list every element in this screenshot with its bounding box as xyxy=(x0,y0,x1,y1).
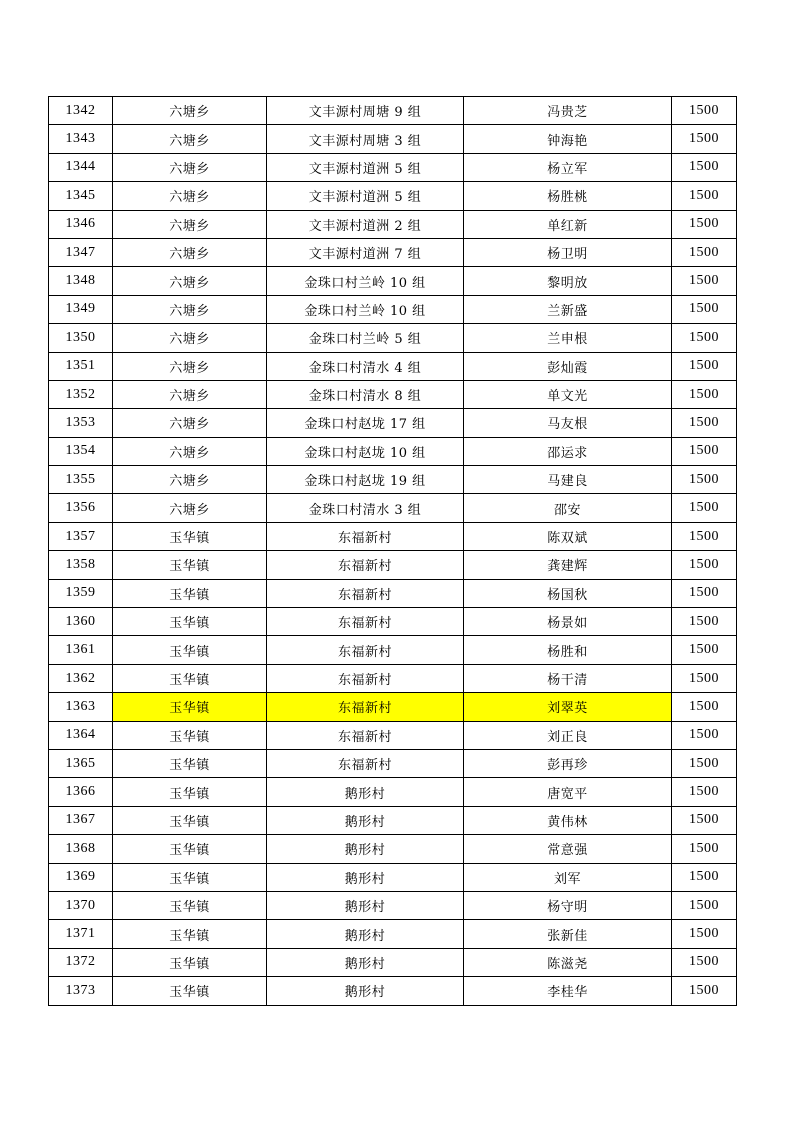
row-number-cell: 1342 xyxy=(49,97,113,125)
row-number-cell: 1350 xyxy=(49,324,113,352)
township-cell: 玉华镇 xyxy=(113,948,267,976)
amount-cell: 1500 xyxy=(672,125,737,153)
amount-cell: 1500 xyxy=(672,352,737,380)
township-cell: 六塘乡 xyxy=(113,295,267,323)
township-cell: 玉华镇 xyxy=(113,920,267,948)
person-name-cell: 黎明放 xyxy=(464,267,672,295)
amount-cell: 1500 xyxy=(672,863,737,891)
table-row xyxy=(49,409,737,437)
village-cell: 鹅形村 xyxy=(267,863,464,891)
village-cell: 东福新村 xyxy=(267,749,464,777)
township-cell: 六塘乡 xyxy=(113,380,267,408)
table-row xyxy=(49,324,737,352)
row-number-cell: 1367 xyxy=(49,806,113,834)
row-number-cell: 1369 xyxy=(49,863,113,891)
township-cell: 六塘乡 xyxy=(113,409,267,437)
village-cell: 文丰源村周塘 9 组 xyxy=(267,97,464,125)
village-cell: 文丰源村道洲 5 组 xyxy=(267,153,464,181)
row-number-cell: 1343 xyxy=(49,125,113,153)
township-cell: 六塘乡 xyxy=(113,466,267,494)
row-number-cell: 1348 xyxy=(49,267,113,295)
amount-cell: 1500 xyxy=(672,466,737,494)
village-cell: 鹅形村 xyxy=(267,948,464,976)
person-name-cell: 李桂华 xyxy=(464,977,672,1005)
village-cell: 东福新村 xyxy=(267,636,464,664)
table-row xyxy=(49,153,737,181)
row-number-cell: 1363 xyxy=(49,693,113,721)
table-row xyxy=(49,721,737,749)
township-cell: 六塘乡 xyxy=(113,125,267,153)
person-name-cell: 杨立军 xyxy=(464,153,672,181)
village-cell: 金珠口村清水 4 组 xyxy=(267,352,464,380)
village-cell: 文丰源村道洲 2 组 xyxy=(267,210,464,238)
township-cell: 六塘乡 xyxy=(113,494,267,522)
village-cell: 东福新村 xyxy=(267,522,464,550)
table-row xyxy=(49,522,737,550)
amount-cell: 1500 xyxy=(672,97,737,125)
village-cell: 金珠口村兰岭 5 组 xyxy=(267,324,464,352)
person-name-cell: 陈双斌 xyxy=(464,522,672,550)
village-cell: 金珠口村兰岭 10 组 xyxy=(267,295,464,323)
row-number-cell: 1351 xyxy=(49,352,113,380)
village-cell: 文丰源村道洲 7 组 xyxy=(267,238,464,266)
row-number-cell: 1347 xyxy=(49,238,113,266)
township-cell: 玉华镇 xyxy=(113,806,267,834)
table-row xyxy=(49,608,737,636)
township-cell: 六塘乡 xyxy=(113,267,267,295)
row-number-cell: 1368 xyxy=(49,835,113,863)
row-number-cell: 1364 xyxy=(49,721,113,749)
village-cell: 东福新村 xyxy=(267,551,464,579)
amount-cell: 1500 xyxy=(672,494,737,522)
person-name-cell: 单红新 xyxy=(464,210,672,238)
village-cell: 鹅形村 xyxy=(267,977,464,1005)
amount-cell: 1500 xyxy=(672,182,737,210)
village-cell: 东福新村 xyxy=(267,608,464,636)
table-row xyxy=(49,778,737,806)
village-cell: 鹅形村 xyxy=(267,920,464,948)
person-name-cell: 刘翠英 xyxy=(464,693,672,721)
table-row xyxy=(49,267,737,295)
amount-cell: 1500 xyxy=(672,778,737,806)
row-number-cell: 1344 xyxy=(49,153,113,181)
person-name-cell: 杨卫明 xyxy=(464,238,672,266)
amount-cell: 1500 xyxy=(672,551,737,579)
township-cell: 玉华镇 xyxy=(113,835,267,863)
amount-cell: 1500 xyxy=(672,324,737,352)
township-cell: 玉华镇 xyxy=(113,608,267,636)
table-row xyxy=(49,97,737,125)
table-row xyxy=(49,352,737,380)
row-number-cell: 1357 xyxy=(49,522,113,550)
township-cell: 玉华镇 xyxy=(113,522,267,550)
person-name-cell: 黄伟林 xyxy=(464,806,672,834)
village-cell: 东福新村 xyxy=(267,721,464,749)
person-name-cell: 杨胜和 xyxy=(464,636,672,664)
township-cell: 玉华镇 xyxy=(113,721,267,749)
table-row xyxy=(49,693,737,721)
table-row xyxy=(49,664,737,692)
roster-table-body xyxy=(49,97,737,1006)
township-cell: 六塘乡 xyxy=(113,97,267,125)
person-name-cell: 兰申根 xyxy=(464,324,672,352)
village-cell: 金珠口村赵垅 10 组 xyxy=(267,437,464,465)
township-cell: 六塘乡 xyxy=(113,210,267,238)
table-row xyxy=(49,437,737,465)
amount-cell: 1500 xyxy=(672,664,737,692)
amount-cell: 1500 xyxy=(672,835,737,863)
township-cell: 六塘乡 xyxy=(113,352,267,380)
row-number-cell: 1370 xyxy=(49,891,113,919)
township-cell: 六塘乡 xyxy=(113,182,267,210)
amount-cell: 1500 xyxy=(672,721,737,749)
row-number-cell: 1360 xyxy=(49,608,113,636)
amount-cell: 1500 xyxy=(672,693,737,721)
table-row xyxy=(49,551,737,579)
person-name-cell: 杨景如 xyxy=(464,608,672,636)
amount-cell: 1500 xyxy=(672,437,737,465)
amount-cell: 1500 xyxy=(672,579,737,607)
table-row xyxy=(49,295,737,323)
person-name-cell: 陈滋尧 xyxy=(464,948,672,976)
village-cell: 鹅形村 xyxy=(267,891,464,919)
table-row xyxy=(49,238,737,266)
table-row xyxy=(49,749,737,777)
amount-cell: 1500 xyxy=(672,608,737,636)
table-row xyxy=(49,891,737,919)
township-cell: 玉华镇 xyxy=(113,664,267,692)
table-row xyxy=(49,466,737,494)
village-cell: 鹅形村 xyxy=(267,806,464,834)
village-cell: 东福新村 xyxy=(267,693,464,721)
table-row xyxy=(49,835,737,863)
amount-cell: 1500 xyxy=(672,749,737,777)
village-cell: 文丰源村道洲 5 组 xyxy=(267,182,464,210)
person-name-cell: 彭再珍 xyxy=(464,749,672,777)
village-cell: 金珠口村清水 8 组 xyxy=(267,380,464,408)
row-number-cell: 1345 xyxy=(49,182,113,210)
amount-cell: 1500 xyxy=(672,891,737,919)
table-row xyxy=(49,125,737,153)
row-number-cell: 1346 xyxy=(49,210,113,238)
township-cell: 玉华镇 xyxy=(113,891,267,919)
village-cell: 东福新村 xyxy=(267,579,464,607)
amount-cell: 1500 xyxy=(672,522,737,550)
township-cell: 六塘乡 xyxy=(113,238,267,266)
amount-cell: 1500 xyxy=(672,636,737,664)
person-name-cell: 杨国秋 xyxy=(464,579,672,607)
amount-cell: 1500 xyxy=(672,210,737,238)
row-number-cell: 1355 xyxy=(49,466,113,494)
table-row xyxy=(49,210,737,238)
person-name-cell: 钟海艳 xyxy=(464,125,672,153)
township-cell: 玉华镇 xyxy=(113,749,267,777)
row-number-cell: 1366 xyxy=(49,778,113,806)
person-name-cell: 彭灿霞 xyxy=(464,352,672,380)
person-name-cell: 唐宽平 xyxy=(464,778,672,806)
township-cell: 玉华镇 xyxy=(113,778,267,806)
table-row xyxy=(49,920,737,948)
row-number-cell: 1358 xyxy=(49,551,113,579)
row-number-cell: 1365 xyxy=(49,749,113,777)
row-number-cell: 1361 xyxy=(49,636,113,664)
person-name-cell: 龚建辉 xyxy=(464,551,672,579)
person-name-cell: 兰新盛 xyxy=(464,295,672,323)
amount-cell: 1500 xyxy=(672,409,737,437)
village-cell: 东福新村 xyxy=(267,664,464,692)
township-cell: 玉华镇 xyxy=(113,551,267,579)
person-name-cell: 邵运求 xyxy=(464,437,672,465)
village-cell: 鹅形村 xyxy=(267,835,464,863)
person-name-cell: 邵安 xyxy=(464,494,672,522)
township-cell: 玉华镇 xyxy=(113,863,267,891)
row-number-cell: 1353 xyxy=(49,409,113,437)
person-name-cell: 杨干清 xyxy=(464,664,672,692)
village-cell: 文丰源村周塘 3 组 xyxy=(267,125,464,153)
person-name-cell: 刘军 xyxy=(464,863,672,891)
row-number-cell: 1372 xyxy=(49,948,113,976)
village-cell: 金珠口村清水 3 组 xyxy=(267,494,464,522)
township-cell: 六塘乡 xyxy=(113,437,267,465)
person-name-cell: 常意强 xyxy=(464,835,672,863)
person-name-cell: 杨胜桃 xyxy=(464,182,672,210)
township-cell: 玉华镇 xyxy=(113,977,267,1005)
township-cell: 六塘乡 xyxy=(113,153,267,181)
amount-cell: 1500 xyxy=(672,153,737,181)
row-number-cell: 1352 xyxy=(49,380,113,408)
person-name-cell: 马友根 xyxy=(464,409,672,437)
table-row xyxy=(49,977,737,1005)
township-cell: 玉华镇 xyxy=(113,636,267,664)
table-row xyxy=(49,494,737,522)
village-cell: 金珠口村赵垅 19 组 xyxy=(267,466,464,494)
amount-cell: 1500 xyxy=(672,977,737,1005)
township-cell: 玉华镇 xyxy=(113,579,267,607)
amount-cell: 1500 xyxy=(672,267,737,295)
village-cell: 金珠口村赵垅 17 组 xyxy=(267,409,464,437)
township-cell: 玉华镇 xyxy=(113,693,267,721)
amount-cell: 1500 xyxy=(672,380,737,408)
row-number-cell: 1359 xyxy=(49,579,113,607)
roster-table xyxy=(48,96,737,1006)
amount-cell: 1500 xyxy=(672,806,737,834)
amount-cell: 1500 xyxy=(672,238,737,266)
table-row xyxy=(49,863,737,891)
person-name-cell: 单文光 xyxy=(464,380,672,408)
row-number-cell: 1354 xyxy=(49,437,113,465)
township-cell: 六塘乡 xyxy=(113,324,267,352)
table-row xyxy=(49,948,737,976)
row-number-cell: 1371 xyxy=(49,920,113,948)
person-name-cell: 冯贵芝 xyxy=(464,97,672,125)
row-number-cell: 1373 xyxy=(49,977,113,1005)
amount-cell: 1500 xyxy=(672,295,737,323)
row-number-cell: 1349 xyxy=(49,295,113,323)
table-row xyxy=(49,380,737,408)
table-row xyxy=(49,806,737,834)
amount-cell: 1500 xyxy=(672,948,737,976)
row-number-cell: 1362 xyxy=(49,664,113,692)
table-row xyxy=(49,636,737,664)
table-row xyxy=(49,579,737,607)
village-cell: 鹅形村 xyxy=(267,778,464,806)
table-row xyxy=(49,182,737,210)
amount-cell: 1500 xyxy=(672,920,737,948)
row-number-cell: 1356 xyxy=(49,494,113,522)
person-name-cell: 杨守明 xyxy=(464,891,672,919)
village-cell: 金珠口村兰岭 10 组 xyxy=(267,267,464,295)
person-name-cell: 马建良 xyxy=(464,466,672,494)
person-name-cell: 刘正良 xyxy=(464,721,672,749)
person-name-cell: 张新佳 xyxy=(464,920,672,948)
